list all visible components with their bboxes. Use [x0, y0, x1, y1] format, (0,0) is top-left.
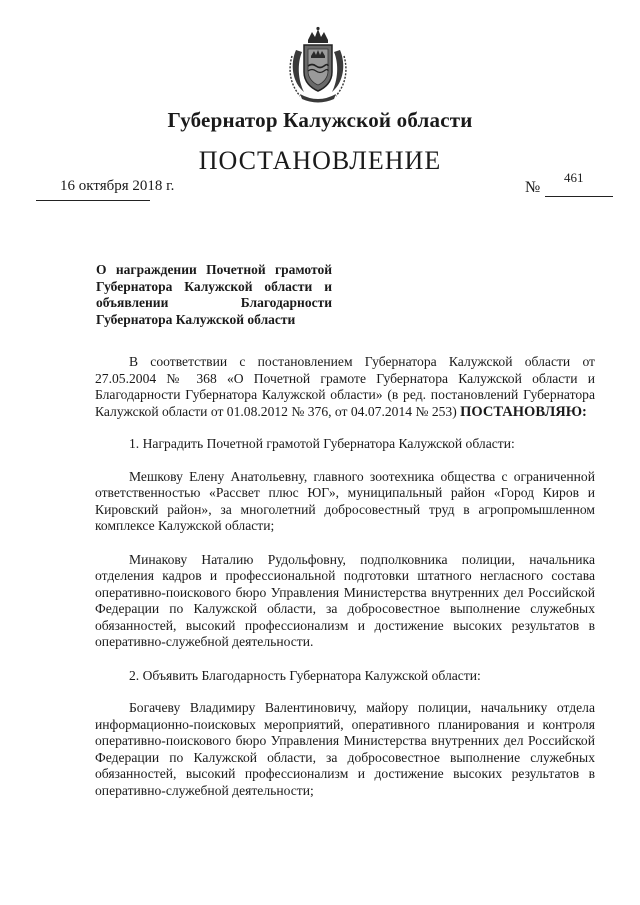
document-number: 461 [564, 170, 584, 185]
item-1-award-minakova: Минакову Наталию Рудольфовну, подполковника полиции, начальника отделения кадров и профессиональной подготовки штатного негласного состава оперативно-поискового бюро Управления Министерства внутренних дел Российской Федерации по Калужской области, за добросовестное выполнение служебных обязанностей, высокий профессионализм и достижение высоких результатов в оперативно-служебной деятельности. [95, 551, 595, 649]
governor-title: Губернатор Калужской области [167, 108, 473, 132]
document-subject: О награждении Почетной грамотой Губернатора Калужской области и объявлении Благодарности Губернатора Калужской области [96, 262, 332, 327]
decree-word: ПОСТАНОВЛЯЮ: [460, 403, 587, 420]
preamble-text: В соответствии с постановлением Губернатора Калужской области от 27.05.2004 № 368 «О Почетной грамоте Губернатора Калужской области и Благодарности Губернатора Калужской области» (в ред. постановлений Губернатора Калужской области от 01.08.2012 № 376, от 04.07.2014 № 253) [95, 354, 595, 419]
number-underline [545, 196, 613, 197]
item-2-gratitude-bogachev: Богачеву Владимиру Валентиновичу, майору полиции, начальнику отдела информационно-поисковых мероприятий, оперативного планирования и контроля оперативно-поискового бюро Управления Министерства внутренних дел Российской Федерации по Калужской области, за добросовестное выполнение служебных обязанностей, высокий профессионализм и достижение высоких результатов в оперативно-служебной деятельности; [95, 700, 595, 798]
item-1-award-mechkova: Мешкову Елену Анатольевну, главного зоотехника общества с ограниченной ответственностью «Рассвет плюс ЮГ», муниципальный район «Город Киров и Кировский район», за многолетний добросовестный труд в агропромышленном комплексе Калужской области; [95, 468, 595, 533]
date-underline [36, 200, 150, 201]
number-sign: № [525, 179, 541, 196]
preamble-paragraph [95, 354, 595, 420]
item-1-heading: 1. Наградить Почетной грамотой Губернатора Калужской области: [129, 436, 515, 451]
item-2-heading: 2. Объявить Благодарность Губернатора Калужской области: [129, 667, 481, 683]
document-date: 16 октября 2018 г. [60, 178, 175, 194]
document-body [95, 354, 595, 816]
kaluga-coat-of-arms-icon [286, 26, 350, 106]
document-type: ПОСТАНОВЛЕНИЕ [198, 146, 442, 175]
